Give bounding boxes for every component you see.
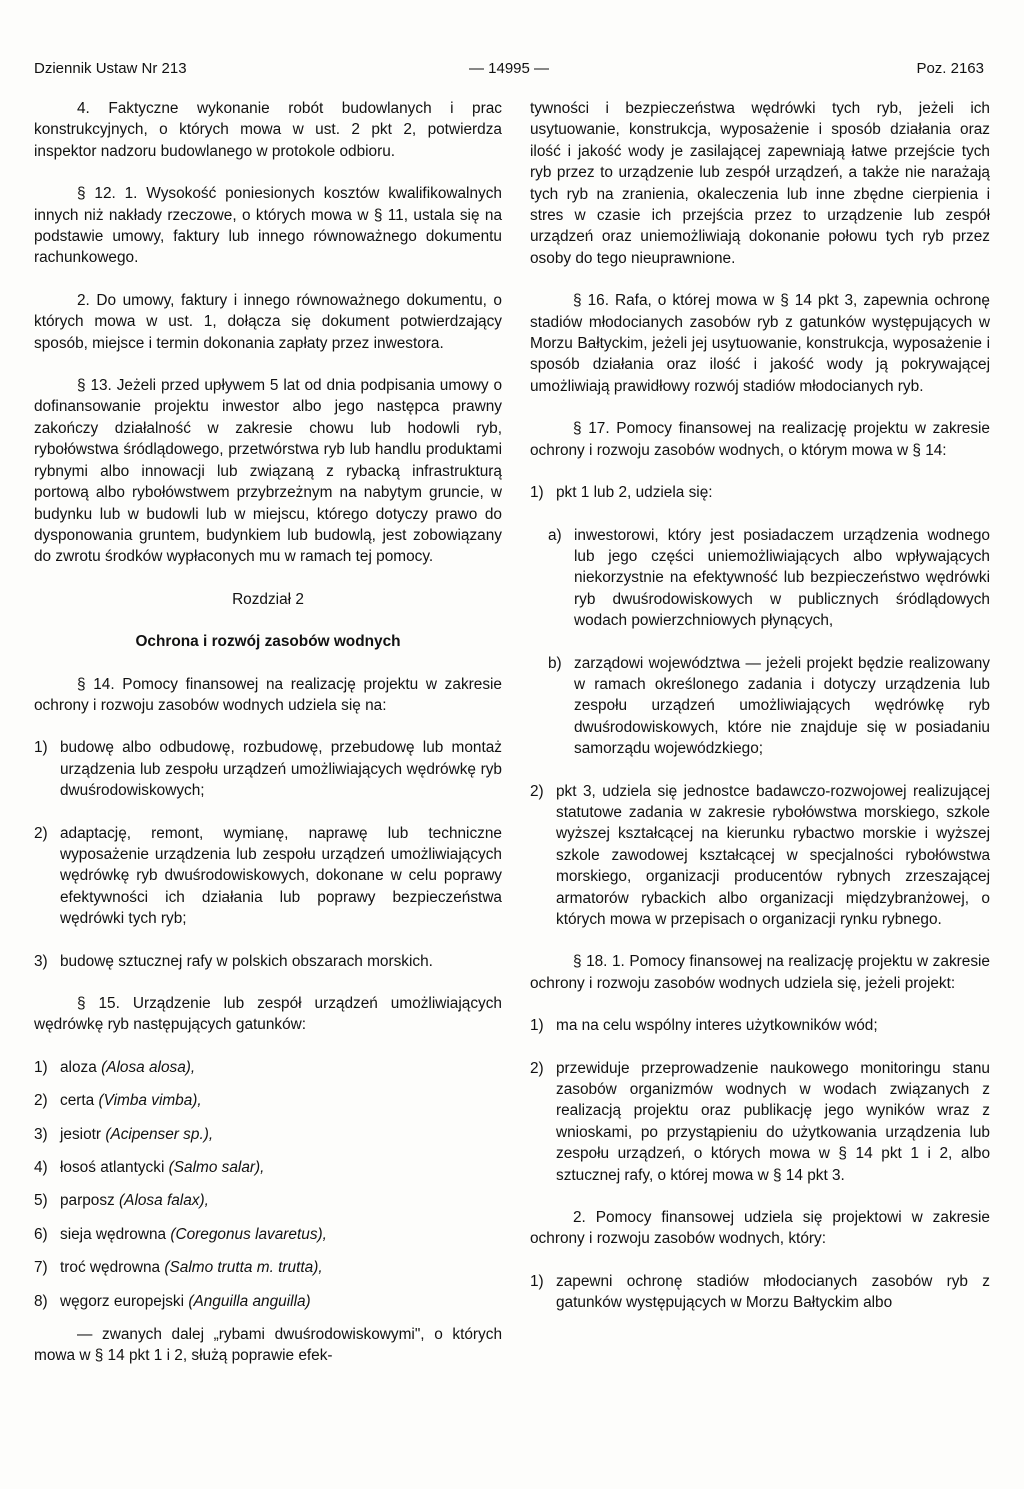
species-item: 3) jesiotr (Acipenser sp.), — [34, 1125, 214, 1143]
paragraph-12-2: 2. Do umowy, faktury i innego równoważnego dokumentu, o których mowa w ust. 1, dołącza się dokument potwierdzający sposób, miejsce i termin dokonania zapłaty przez inwestora. — [34, 291, 502, 352]
paragraph-17: § 17. Pomocy finansowej na realizację projektu w zakresie ochrony i rozwoju zasobów wodnych, o którym mowa w § 14: — [530, 420, 990, 459]
sub-list-item: b) zarządowi województwa — jeżeli projekt będzie realizowany w ramach określonego zadania i dotyczy urządzenia lub zespołu urządzeń umożliwiających wędrówkę ryb dwuśrodowiskowych, które nie znajduje się w posiadaniu samorządu wojewódzkiego; — [548, 654, 990, 758]
paragraph-continued: tywności i bezpieczeństwa wędrówki tych ryb, jeżeli ich usytuowanie, konstrukcja, wyposażenie i sposób działania oraz ilość i jakość wody je zasilającej zapewniają łatwe przejście tych ryb przez to urządzenie lub zespół urządzeń, a także nie narażają tych ryb na zranienia, okaleczenia lub inne zbędne cierpienia i stres w czasie ich przejścia przez to urządzenie lub zespół urządzeń oraz uniemożliwiają dokonanie połowu tych ryb przez osoby do tego nieuprawnione. — [530, 100, 990, 267]
paragraph: 4. Faktyczne wykonanie robót budowlanych i prac konstrukcyjnych, o których mowa w ust. 2 pkt 2, potwierdza inspektor nadzoru budowlanego w protokole odbioru. — [34, 100, 502, 160]
paragraph-18-1: § 18. 1. Pomocy finansowej na realizację projektu w zakresie ochrony i rozwoju zasobów wodnych udziela się, jeżeli projekt: — [530, 953, 990, 992]
right-column — [530, 98, 990, 1335]
chapter-title: Ochrona i rozwój zasobów wodnych — [135, 633, 401, 651]
species-item: 1) aloza (Alosa alosa), — [34, 1058, 196, 1076]
chapter-number: Rozdział 2 — [232, 590, 304, 608]
species-item: 6) sieja wędrowna (Coregonus lavaretus), — [34, 1225, 327, 1243]
list-item: 1) budowę albo odbudowę, rozbudowę, przebudowę lub montaż urządzenia lub zespołu urządzeń umożliwiających wędrówkę ryb dwuśrodowiskowych; — [34, 739, 502, 800]
left-column — [34, 98, 502, 1367]
list-item: 3) budowę sztucznej rafy w polskich obszarach morskich. — [34, 952, 433, 970]
paragraph-14: § 14. Pomocy finansowej na realizację projektu w zakresie ochrony i rozwoju zasobów wodnych udziela się na: — [34, 675, 502, 714]
list-item: 2) pkt 3, udziela się jednostce badawczo-rozwojowej realizującej statutowe zadania w zakresie rybołówstwa morskiego, szkole wyższej kształcącej na kierunku rybactwo morskie i wyższej szkole zawodowej kształcącej w specjalności rybołówstwa morskiego, organizacji producentów rybnych zrzeszającej armatorów rybackich albo organizacji międzybranżowej, o których mowa w przepisach o organizacji rynku rybnego. — [530, 782, 990, 928]
list-item: 2) adaptację, remont, wymianę, naprawę lub techniczne wyposażenie urządzenia lub zespołu urządzeń umożliwiających wędrówkę ryb dwuśrodowiskowych, dokonane w celu poprawy efektywności ich działania lub poprawy bezpieczeństwa wędrówki tych ryb; — [34, 824, 502, 928]
paragraph-15: § 15. Urządzenie lub zespół urządzeń umożliwiających wędrówkę ryb następujących gatunków: — [34, 995, 502, 1034]
paragraph-12-1: § 12. 1. Wysokość poniesionych kosztów kwalifikowalnych innych niż nakłady rzeczowe, o których mowa w § 11, ustala się na podstawie umowy, faktury lub innego równoważnego dokumentu rachunkowego. — [34, 185, 502, 267]
page-number: — 14995 — — [468, 60, 550, 77]
list-item: 1) pkt 1 lub 2, udziela się: — [530, 484, 713, 502]
paragraph-16: § 16. Rafa, o której mowa w § 14 pkt 3, zapewnia ochronę stadiów młodocianych zasobów ryb z gatunków występujących w Morzu Bałtyckim, jeżeli jej usytuowanie, konstrukcja, wyposażenie i sposób działania oraz ilość i jakość wody ją pokrywającej umożliwiają prawidłowy rozwój stadiów młodocianych ryb. — [530, 292, 990, 395]
paragraph-13: § 13. Jeżeli przed upływem 5 lat od dnia podpisania umowy o dofinansowanie projektu inwestor albo jego następca prawny zakończy działalność w zakresie chowu lub hodowli ryb, rybołówstwa śródlądowego, przetwórstwa ryb lub handlu produktami rybnymi albo innowacji lub związaną z rybacką infrastrukturą portową albo rybołówstwem przybrzeżnym na nabytym gruncie, w budynku lub w budowli lub w miejscu, którego dotyczy prawo do dysponowania gruntem, budynkiem lub budowlą, jest zobowiązany do zwrotu środków wypłaconych mu w ramach tej pomocy. — [34, 377, 502, 566]
species-item: 5) parposz (Alosa falax), — [34, 1192, 209, 1210]
list-item: 2) przewiduje przeprowadzenie naukowego monitoringu stanu zasobów organizmów wodnych w wodach związanych z realizacją projektu oraz publikację jego wyników wraz z wnioskami, po przystąpieniu do użytkowania urządzenia lub zespołu urządzeń, o których mowa w § 14 pkt 1 i 2, albo sztucznej rafy, o której mowa w § 14 pkt 3. — [530, 1059, 990, 1184]
page-header — [34, 60, 984, 80]
position-number: Poz. 2163 — [916, 60, 984, 77]
species-item: 8) węgorz europejski (Anguilla anguilla) — [34, 1292, 311, 1310]
species-item: 4) łosoś atlantycki (Salmo salar), — [34, 1159, 265, 1177]
species-item: 7) troć wędrowna (Salmo trutta m. trutta), — [34, 1259, 323, 1277]
species-item: 2) certa (Vimba vimba), — [34, 1092, 202, 1110]
list-item: 1) zapewni ochronę stadiów młodocianych zasobów ryb z gatunków występujących w Morzu Bałtyckim albo — [530, 1272, 990, 1312]
paragraph-18-2: 2. Pomocy finansowej udziela się projektowi w zakresie ochrony i rozwoju zasobów wodnych, który: — [530, 1209, 990, 1248]
paragraph-continuation: — zwanych dalej „rybami dwuśrodowiskowymi", o których mowa w § 14 pkt 1 i 2, służą poprawie efek- — [34, 1326, 502, 1365]
list-item: 1) ma na celu wspólny interes użytkowników wód; — [530, 1017, 878, 1035]
journal-title: Dziennik Ustaw Nr 213 — [34, 60, 187, 77]
sub-list-item: a) inwestorowi, który jest posiadaczem urządzenia wodnego lub jego części uniemożliwiających albo wpływających niekorzystnie na efektywność lub bezpieczeństwo wędrówki ryb dwuśrodowiskowych w publicznych śródlądowych wodach powierzchniowych płynących, — [548, 526, 990, 630]
